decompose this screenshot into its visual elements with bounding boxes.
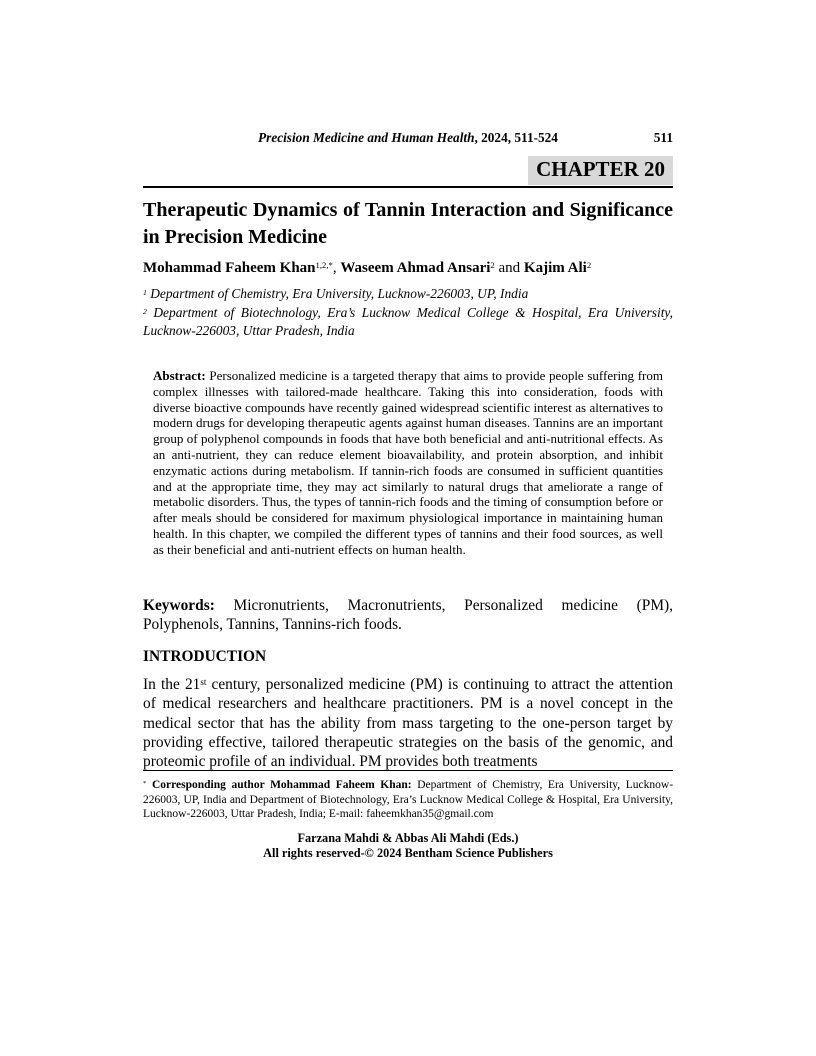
footnote-marker: * — [143, 780, 147, 787]
abstract — [153, 368, 663, 558]
running-head — [143, 130, 673, 146]
affiliations — [143, 285, 673, 341]
author-affiliation-marker: 2 — [586, 260, 592, 271]
journal-title: Precision Medicine and Human Health — [258, 130, 475, 145]
authors-line — [143, 260, 673, 277]
editors-credit: Farzana Mahdi & Abbas Ali Mahdi (Eds.) — [297, 830, 519, 845]
affiliation-marker: 1 — [143, 287, 147, 297]
author-affiliation-marker: 1,2,* — [315, 260, 333, 271]
affiliation — [143, 304, 673, 339]
author-name: Waseem Ahmad Ansari$^2$ — [340, 260, 495, 276]
ordinal-superscript: st — [200, 676, 207, 687]
publisher-credit — [143, 831, 673, 861]
introduction-text-pre: In the 21 — [143, 676, 201, 693]
affiliation-text: Department of Chemistry, Era University, Lucknow-226003, UP, India — [150, 286, 529, 301]
page-number: 511 — [653, 130, 673, 145]
footnote-bold-label: Corresponding author Mohammad Faheem Khan: — [151, 779, 412, 791]
keywords-label: Keywords: — [143, 597, 215, 614]
chapter-title: Therapeutic Dynamics of Tannin Interaction and Significance in Precision Medicine — [143, 199, 673, 248]
author-name: Mohammad Faheem Khan$^{1,2,*}$ — [143, 260, 333, 276]
affiliation — [143, 285, 673, 302]
chapter-row — [143, 156, 673, 185]
header-rule — [143, 186, 673, 188]
footnote-text: Department of Chemistry, Era University, Lucknow-226003, UP, India and Department of Biotechnology, Era’s Lucknow Medical College & Hospital, Era University, Lucknow-226003, Uttar Pradesh, India; E-mail: faheemkhan35@gmail.com — [143, 779, 674, 821]
author-name: Kajim Ali$^2$ — [523, 260, 592, 276]
footnote-rule — [143, 770, 673, 771]
affiliation-marker: 2 — [143, 306, 147, 316]
abstract-label: Abstract: — [153, 368, 206, 383]
keywords-text: Micronutrients, Macronutrients, Personalized medicine (PM), Polyphenols, Tannins, Tannins-rich foods. — [143, 597, 673, 634]
section-heading-introduction: INTRODUCTION — [143, 648, 267, 665]
rights-credit: All rights reserved-© 2024 Bentham Science Publishers — [263, 845, 553, 860]
author-separator: , — [332, 260, 341, 276]
chapter-badge: CHAPTER 20 — [528, 156, 673, 185]
author-affiliation-marker: 2 — [490, 260, 495, 271]
footnote-area — [143, 770, 673, 861]
introduction-text-rest: century, personalized medicine (PM) is continuing to attract the attention of medical researchers and healthcare practitioners. PM is a novel concept in the medical sector that has the ability from mass targeting to the one-person target by providing effective, tailored therapeutic strategies on the basis of the genomic, and proteomic profile of an individual. PM provides both treatments — [143, 676, 673, 771]
keywords — [143, 596, 673, 635]
journal-meta: , 2024, 511-524 — [474, 130, 558, 145]
corresponding-author-footnote — [143, 778, 673, 822]
running-head-center — [143, 130, 673, 146]
abstract-text: Personalized medicine is a targeted therapy that aims to provide people suffering from complex illnesses with tailored-made healthcare. Taking this into consideration, foods with diverse bioactive compounds have recently gained widespread scientific interest as alternatives to modern drugs for developing therapeutic agents against human diseases. Tannins are an important group of polyphenol compounds in foods that have both beneficial and anti-nutritional effects. As an anti-nutrient, they can reduce element bioavailability, and protein absorption, and inhibit enzymatic actions during metabolism. If tannin-rich foods are consumed in sufficient quantities and at the appropriate time, they may act similarly to natural drugs that ameliorate a range of metabolic disorders. Thus, the types of tannin-rich foods and the timing of consumption before or after meals should be considered for maximum physiological importance in maintaining human health. In this chapter, we compiled the different types of tannins and their food sources, as well as their beneficial and anti-nutrient effects on human health. — [153, 368, 663, 557]
author-conjunction: and — [494, 260, 524, 276]
introduction-paragraph — [143, 675, 673, 771]
affiliation-text: Department of Biotechnology, Era’s Lucknow Medical College & Hospital, Era University, Lucknow-226003, Uttar Pradesh, India — [143, 305, 673, 338]
